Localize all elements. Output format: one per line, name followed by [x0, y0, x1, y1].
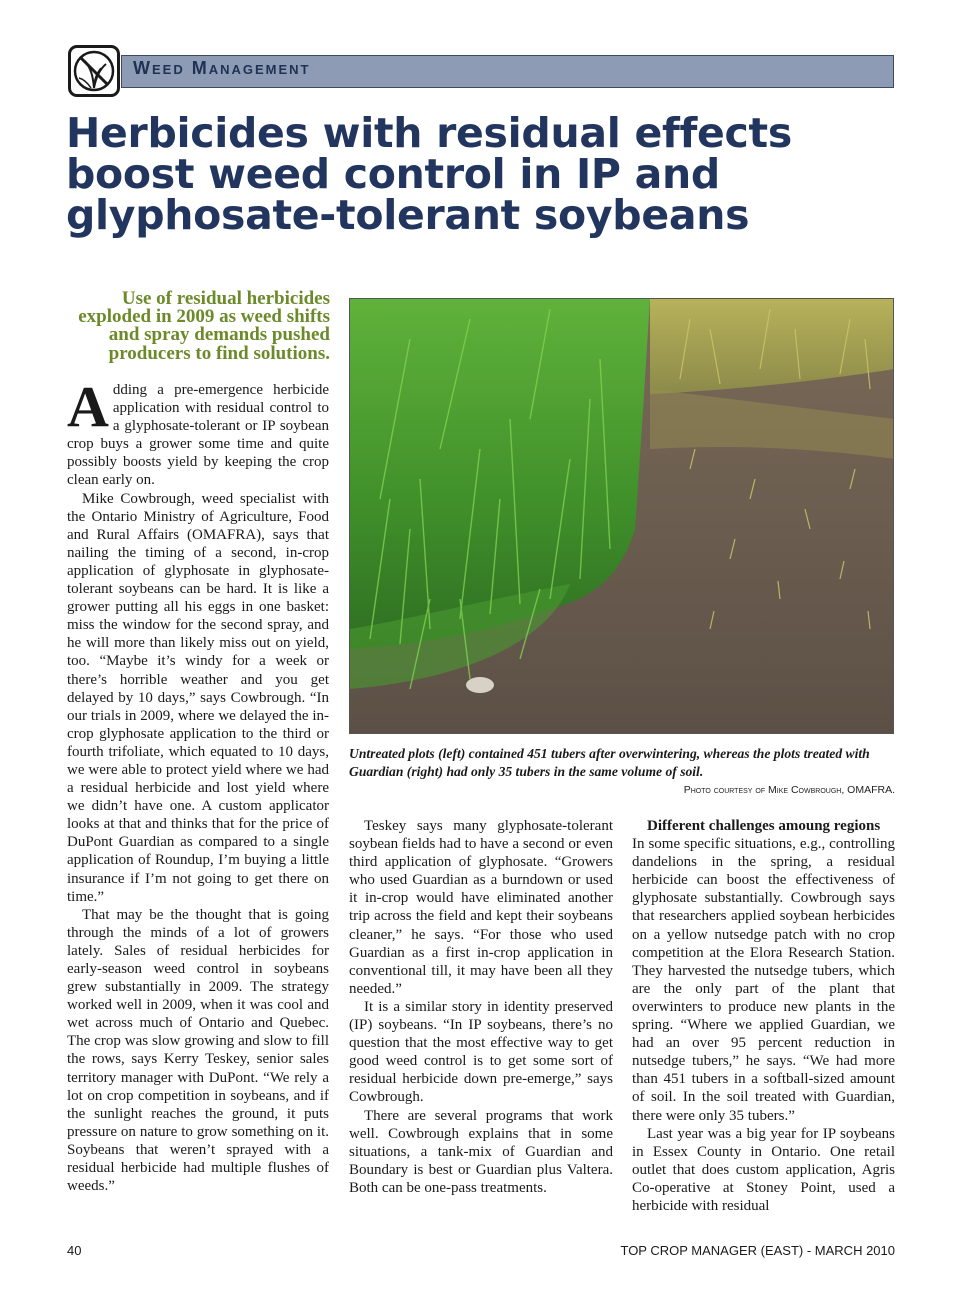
weed-plant-icon	[68, 45, 120, 97]
field-plot-photo	[349, 298, 894, 734]
body-paragraph: Mike Cowbrough, weed specialist with the Ontario Ministry of Agriculture, Food and Rural Affairs (OMAFRA), says that nailing the timing of a second, in-crop application of glyphosate in glyphosate-tolerant soybeans can be hard. It is like a grower putting all his eggs in one basket: miss the window for the second spray, and he will more than likely miss out on yield, too. “Maybe it’s windy for a week or there’s horrible weather and you get delayed by 10 days,” says Cowbrough. “In our trials in 2009, where we delayed the in-crop glyphosate application to the third or fourth trifoliate, which equated to 10 days, we were able to protect yield where we had a residual herbicide and lost yield where we didn’t have one. A custom applicator looks at that and thinks that for the price of DuPont Guardian as compared to a single application of Roundup, I’m buying a little insurance if I’m not going to get there on time.”	[67, 490, 329, 905]
body-paragraph: That may be the thought that is going through the minds of a lot of growers lately. Sales of residual herbicides for early-season weed control in soybeans grew substantially in 2009. The strategy worked well in 2009, when it was cool and wet across much of Ontario and Quebec. The crop was slow growing and slow to fill the rows, says Kerry Teskey, senior sales territory manager with DuPont. “We rely a lot on crop competition in soybeans, and if the sunlight reaches the ground, it puts pressure on nature to grow something on it. Soybeans that weren’t sprayed with a residual herbicide had multiple flushes of weeds.”	[67, 906, 329, 1195]
page-number: 40	[67, 1243, 82, 1258]
publication-footer: TOP CROP MANAGER (EAST) - MARCH 2010	[620, 1243, 895, 1258]
column-1	[67, 374, 329, 1195]
field-plot-photo-graphic	[350, 299, 894, 734]
body-paragraph: It is a similar story in identity preserved (IP) soybeans. “In IP soybeans, there’s no question that the most effective way to get good weed control is to get some sort of residual herbicide down pre-emerge,” says Cowbrough.	[349, 998, 613, 1106]
column-2	[349, 817, 613, 1197]
article-deck: Use of residual herbicides exploded in 2009 as weed shifts and spray demands pushed producers to find solutions.	[78, 288, 330, 364]
body-paragraph: There are several programs that work well. Cowbrough explains that in some situations, a tank-mix of Guardian and Boundary is best or Guardian plus Valtera. Both can be one-pass treatments.	[349, 1107, 613, 1196]
article-headline: Herbicides with residual effects boost weed control in IP and glyphosate-tolerant soybeans	[66, 109, 792, 239]
body-paragraph: In some specific situations, e.g., controlling dandelions in the spring, a residual herbicide can boost the effectiveness of glyphosate substantially. Cowbrough says that researchers applied soybean herbicides on a yellow nutsedge patch with no crop competition at the Elora Research Station. They harvested the nutsedge tubers, which are the only part of the plant that overwinters to produce new plants in the spring. “Where we applied Guardian, we had an over 95 percent reduction in nutsedge tubers,” he says. “We had more than 451 tubers in a softball-sized amount of soil. In the soil treated with Guardian, there were only 35 tubers.”	[632, 836, 895, 1124]
photo-caption: Untreated plots (left) contained 451 tubers after overwintering, whereas the plots treated with Guardian (right) had only 35 tubers in the same volume of soil.	[349, 746, 870, 779]
drop-cap: A	[67, 374, 109, 439]
photo-credit: Photo courtesy of Mike Cowbrough, OMAFRA.	[683, 784, 895, 796]
body-paragraph: Teskey says many glyphosate-tolerant soybean fields had to have a second or even third application of glyphosate. “Growers who used Guardian as a burndown or used it in-crop would have eliminated another trip across the field and kept their soybeans cleaner,” he says. “For those who used Guardian as a first in-crop application in conventional till, it may have been all they needed.”	[349, 818, 613, 997]
lead-paragraph	[67, 374, 329, 490]
body-paragraph: Last year was a big year for IP soybeans in Essex County in Ontario. One retail outlet that does custom application, Agris Co-operative at Stoney Point, used a herbicide with residual	[632, 1125, 895, 1214]
subheading: Different challenges amoung regions	[647, 818, 881, 834]
lead-paragraph-text: dding a pre-emergence herbicide application with residual control to a glyphosate-tolerant or IP soybean crop buys a grower some time and quite possibly boosts yield by keeping the crop clean early on.	[67, 382, 329, 489]
section-label: Weed Management	[133, 58, 311, 78]
column-3	[632, 817, 895, 1215]
